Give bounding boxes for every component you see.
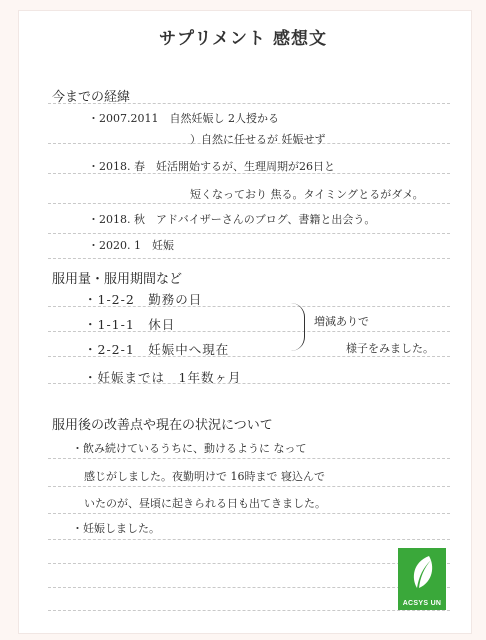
ruled-line <box>48 258 450 259</box>
after-line: ・妊娠しました。 <box>72 522 160 535</box>
page-title: サプリメント 感想文 <box>159 29 327 49</box>
ruled-line <box>48 513 450 514</box>
history-line: ・2020. 1 妊娠 <box>88 239 174 252</box>
section-heading-dosage: 服用量・服用期間など <box>52 272 183 287</box>
after-line: 感じがしました。夜勤明けで 16時まで 寝込んで <box>84 470 325 483</box>
history-line: ・2018. 春 妊活開始するが、生理周期が26日と <box>88 160 335 173</box>
section-heading-after: 服用後の改善点や現在の状況について <box>52 418 273 433</box>
history-line: ・2018. 秋 アドバイザーさんのブログ、書籍と出会う。 <box>88 213 376 226</box>
ruled-line <box>48 610 450 611</box>
dosage-line: ・1-1-1 休日 <box>84 317 176 332</box>
history-line: ）自然に任せるが 妊娠せず <box>190 133 326 146</box>
ruled-line <box>48 486 450 487</box>
section-heading-history: 今までの経緯 <box>52 90 131 105</box>
after-line: いたのが、昼頃に起きられる日も出てきました。 <box>84 497 326 510</box>
ruled-line <box>48 458 450 459</box>
dosage-note: 様子をみました。 <box>346 342 434 355</box>
ruled-line <box>48 233 450 234</box>
history-line: 短くなっており 焦る。タイミングとるがダメ。 <box>190 188 424 201</box>
brand-logo <box>398 548 446 610</box>
dosage-note: 増減ありで <box>314 315 369 328</box>
history-line: ・2007.2011 自然妊娠し 2人授かる <box>88 112 279 125</box>
ruled-line <box>48 587 450 588</box>
ruled-line <box>48 539 450 540</box>
after-line: ・飲み続けているうちに、動けるように なって <box>72 442 307 455</box>
leaf-icon <box>407 554 437 592</box>
dosage-line: ・2-2-1 妊娠中へ現在 <box>84 342 230 357</box>
bracket-mark <box>290 303 305 351</box>
logo-text: ACSYS UN <box>402 600 442 607</box>
ruled-line <box>48 563 450 564</box>
dosage-line: ・1-2-2 勤務の日 <box>84 292 203 307</box>
dosage-line: ・妊娠までは 1年数ヶ月 <box>84 370 242 385</box>
ruled-line <box>48 203 450 204</box>
